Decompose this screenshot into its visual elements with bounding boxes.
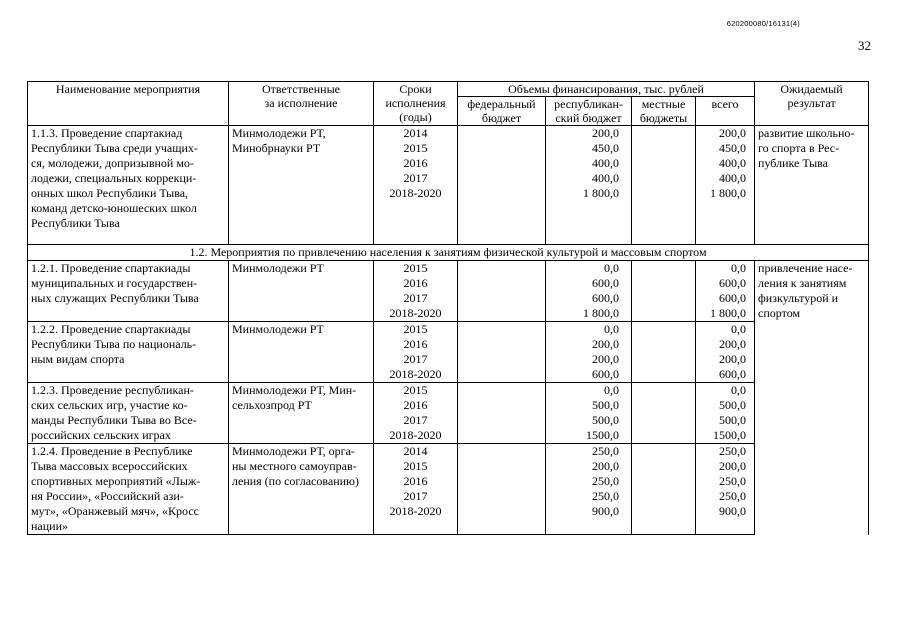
col-header-result: Ожидаемый результат: [755, 82, 869, 126]
row-republic: 0,0 200,0 200,0 600,0: [546, 322, 632, 383]
row-total: 0,0 600,0 600,0 1 800,0: [696, 261, 755, 322]
row-republic: 250,0 200,0 250,0 250,0 900,0: [546, 444, 632, 535]
row-name: 1.2.4. Проведение в Республике Тыва массовых всероссийских спортивных мероприятий «Лыж- ня России», «Российский ази- мут», «Оранжевый мяч», «Кросс нации»: [28, 444, 229, 535]
section-row: [28, 245, 869, 261]
table-row: [28, 261, 869, 322]
row-total: 250,0 200,0 250,0 250,0 900,0: [696, 444, 755, 535]
row-federal: [458, 126, 546, 245]
row-name: 1.1.3. Проведение спартакиад Республики Тыва среди учащих- ся, молодежи, допризывной мо- лодежи, специальных коррекци- онных школ Республики Тыва, команд детско-юношеских школ Республики Тыва: [28, 126, 229, 245]
row-federal: [458, 444, 546, 535]
table-row: [28, 126, 869, 245]
row-years: 2015 2016 2017 2018-2020: [374, 322, 458, 383]
col-header-responsible: Ответственные за исполнение: [229, 82, 374, 126]
row-responsible: Минмолодежи РТ, Минобрнауки РТ: [229, 126, 374, 245]
row-years: 2014 2015 2016 2017 2018-2020: [374, 126, 458, 245]
col-header-republic: республикан- ский бюджет: [546, 97, 632, 126]
row-name: 1.2.1. Проведение спартакиады муниципальных и государствен- ных служащих Республики Тыва: [28, 261, 229, 322]
row-responsible: Минмолодежи РТ, орга- ны местного самоуправ- ления (по согласованию): [229, 444, 374, 535]
page-number: 32: [858, 38, 871, 53]
row-responsible: Минмолодежи РТ, Мин- сельхозпрод РТ: [229, 383, 374, 444]
row-local: [632, 126, 696, 245]
col-header-local: местные бюджеты: [632, 97, 696, 126]
table-row: [28, 444, 869, 535]
col-header-federal: федеральный бюджет: [458, 97, 546, 126]
col-header-total: всего: [696, 97, 755, 126]
row-result: привлечение насе- ления к занятиям физкультурой и спортом: [755, 261, 869, 535]
row-total: 200,0 450,0 400,0 400,0 1 800,0: [696, 126, 755, 245]
row-federal: [458, 322, 546, 383]
row-federal: [458, 383, 546, 444]
document-code: 620200080/16131(4): [726, 19, 800, 28]
row-local: [632, 383, 696, 444]
row-federal: [458, 261, 546, 322]
row-local: [632, 444, 696, 535]
row-responsible: Минмолодежи РТ: [229, 322, 374, 383]
row-name: 1.2.3. Проведение республикан- ских сельских игр, участие ко- манды Республики Тыва во Все- российских сельских играх: [28, 383, 229, 444]
col-header-name: Наименование мероприятия: [28, 82, 229, 126]
table-row: [28, 322, 869, 383]
section-title: 1.2. Мероприятия по привлечению населения к занятиям физической культурой и массовым спортом: [28, 245, 869, 261]
row-years: 2015 2016 2017 2018-2020: [374, 383, 458, 444]
row-years: 2015 2016 2017 2018-2020: [374, 261, 458, 322]
row-years: 2014 2015 2016 2017 2018-2020: [374, 444, 458, 535]
table-row: [28, 383, 869, 444]
funding-table: [27, 81, 869, 535]
row-total: 0,0 200,0 200,0 600,0: [696, 322, 755, 383]
row-responsible: Минмолодежи РТ: [229, 261, 374, 322]
row-republic: 0,0 500,0 500,0 1500,0: [546, 383, 632, 444]
header-row: [28, 82, 869, 97]
row-local: [632, 261, 696, 322]
col-header-funding: Объемы финансирования, тыс. рублей: [458, 82, 755, 97]
row-republic: 200,0 450,0 400,0 400,0 1 800,0: [546, 126, 632, 245]
col-header-terms: Сроки исполнения (годы): [374, 82, 458, 126]
row-republic: 0,0 600,0 600,0 1 800,0: [546, 261, 632, 322]
row-total: 0,0 500,0 500,0 1500,0: [696, 383, 755, 444]
row-local: [632, 322, 696, 383]
row-name: 1.2.2. Проведение спартакиады Республики Тыва по националь- ным видам спорта: [28, 322, 229, 383]
row-result: развитие школьно- го спорта в Рес- публике Тыва: [755, 126, 869, 245]
